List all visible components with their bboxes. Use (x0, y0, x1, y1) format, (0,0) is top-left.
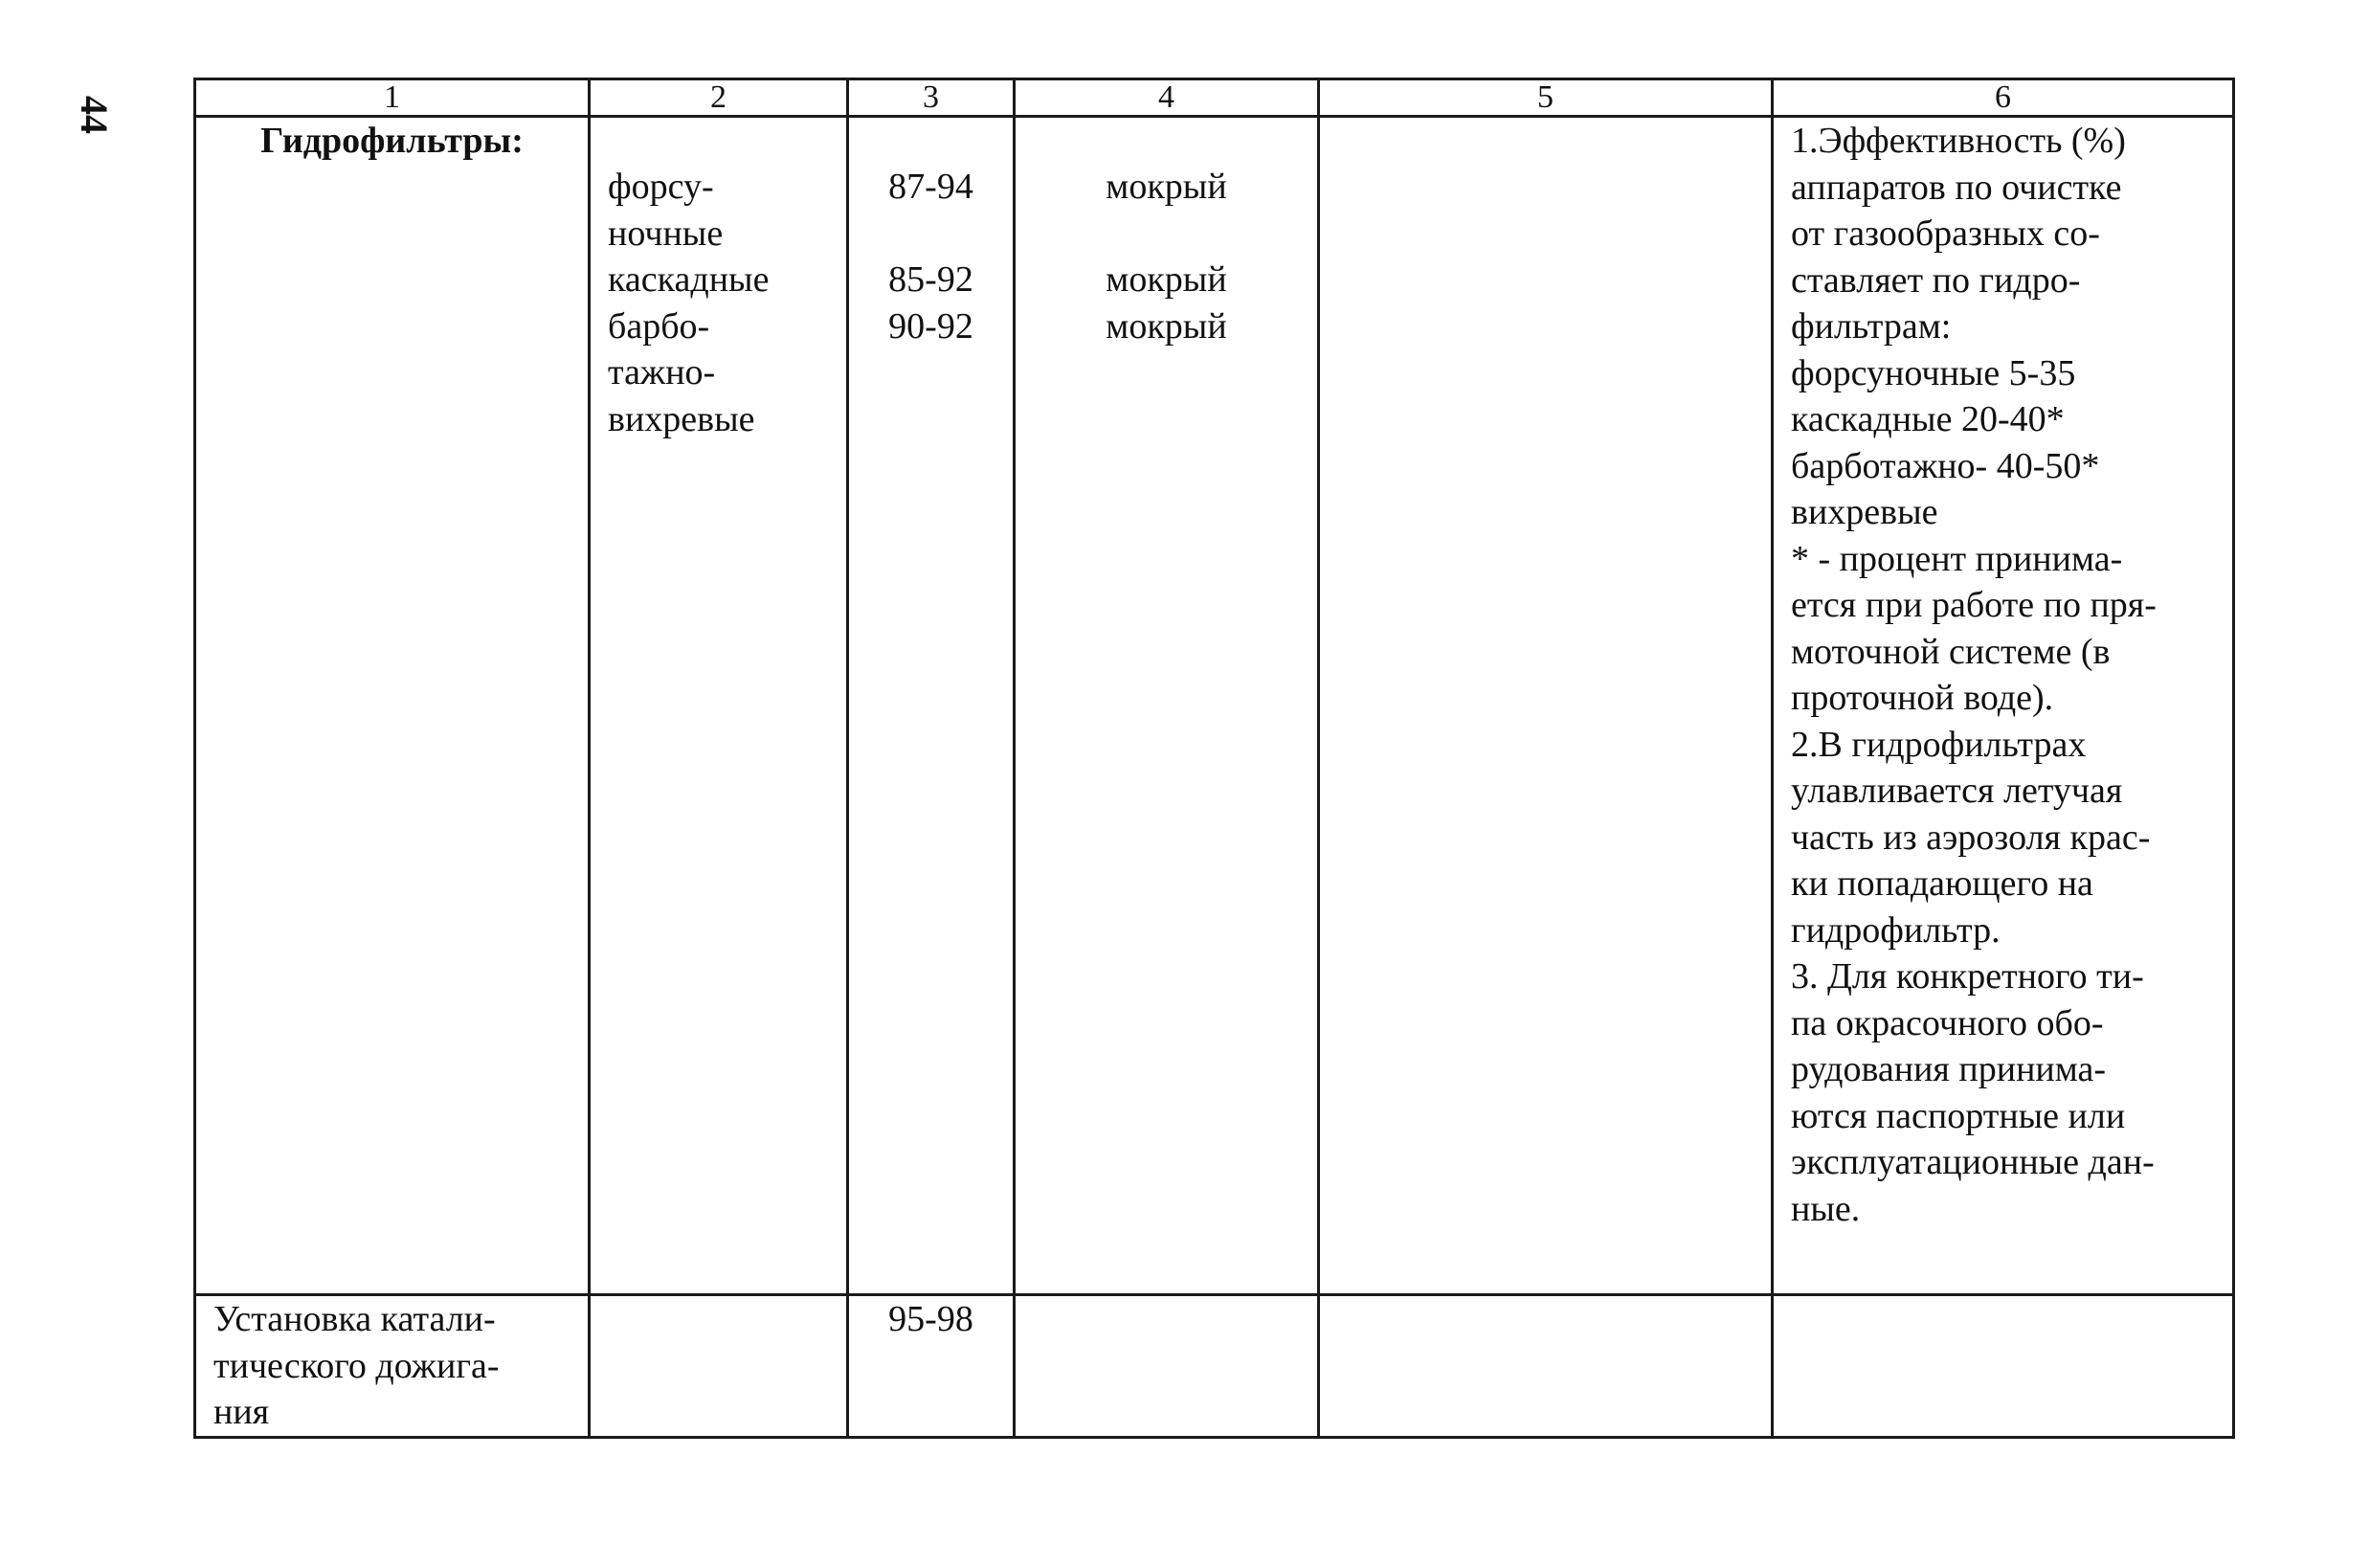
table-row (195, 117, 2234, 1295)
column-header-4: 4 (1015, 79, 1319, 117)
column-header-1: 1 (195, 79, 590, 117)
cell-catalytic-unit: Установка катали- тического дожига- ния (195, 1295, 590, 1438)
page-number: 44 (73, 96, 116, 134)
cell-hydrofilter-types: форсу- ночные каскадные барбо- тажно- вихревые (590, 117, 848, 1295)
column-header-2: 2 (590, 79, 848, 117)
column-header-3: 3 (848, 79, 1015, 117)
cell-empty-col2 (590, 1295, 848, 1438)
cell-notes: 1.Эффективность (%) аппаратов по очистке от газообразных со- ставляет по гидро- фильтрам: форсуночные 5-35 каскадные 20-40* барботажно- 40-50* вихревые * - процент принима- ется при работе по пря- моточной системе (в проточной воде). 2.В гидрофильтрах улавливается летучая часть из аэрозоля крас- ки попадающего на гидрофильтр. 3. Для конкретного ти- па окрасочного обо- рудования принима- ются паспортные или эксплуатационные дан- ные. (1773, 117, 2234, 1295)
column-header-6: 6 (1773, 79, 2234, 117)
cell-empty-col6 (1773, 1295, 2234, 1438)
data-table (193, 78, 2235, 1439)
cell-empty-col5-row2 (1319, 1295, 1773, 1438)
table-header-row (195, 79, 2234, 117)
column-header-5: 5 (1319, 79, 1773, 117)
cell-method-values: мокрый мокрый мокрый (1015, 117, 1319, 1295)
cell-catalytic-efficiency: 95-98 (848, 1295, 1015, 1438)
cell-empty-col5 (1319, 117, 1773, 1295)
cell-efficiency-values: 87-94 85-92 90-92 (848, 117, 1015, 1295)
cell-empty-col4 (1015, 1295, 1319, 1438)
table-row (195, 1295, 2234, 1438)
cell-hydrofilters-title: Гидрофильтры: (195, 117, 590, 1295)
